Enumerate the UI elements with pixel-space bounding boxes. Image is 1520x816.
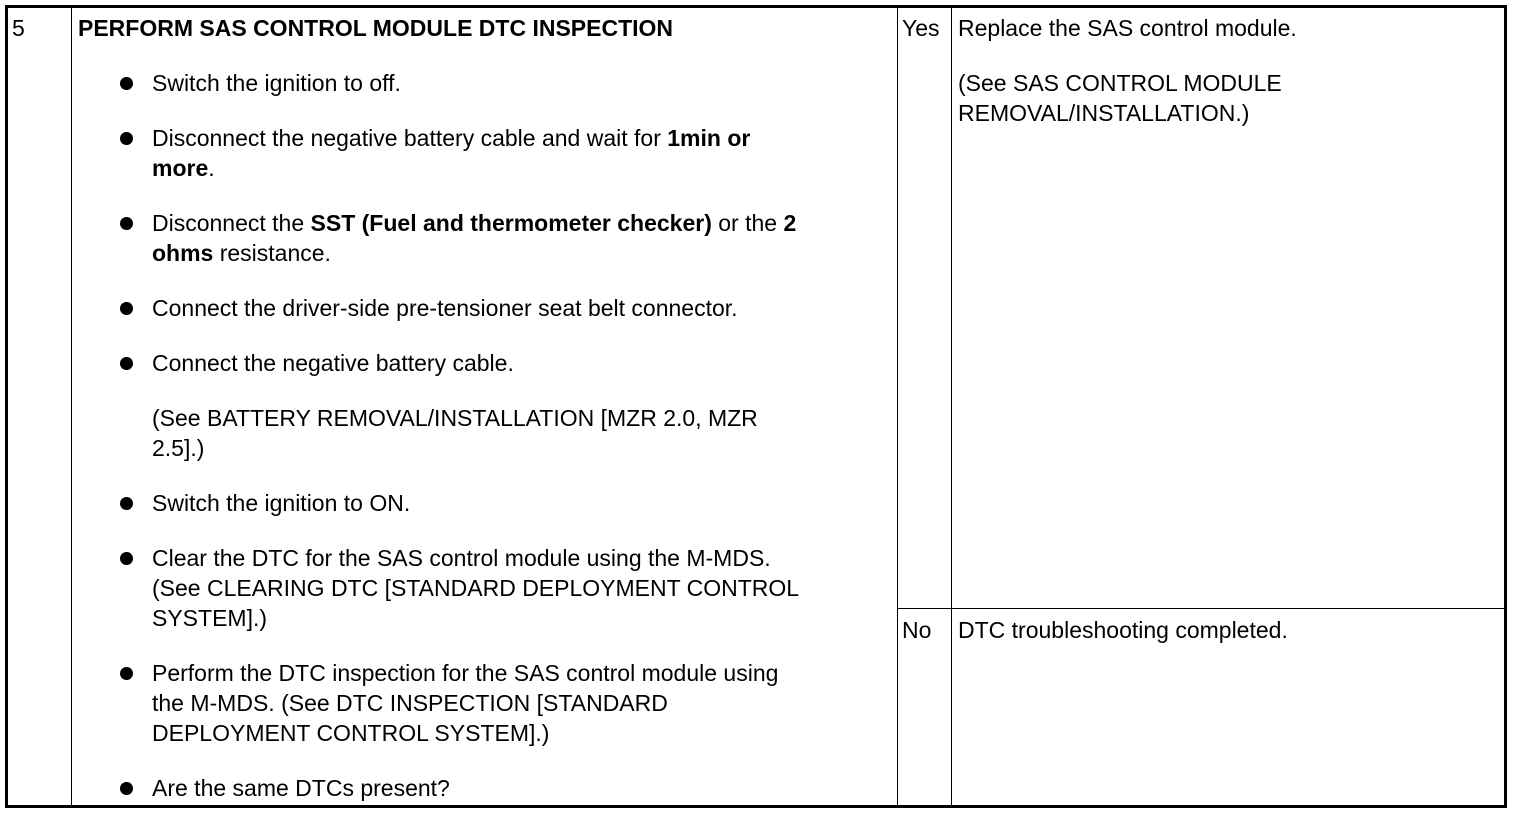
instruction-item: Connect the driver-side pre-tensioner seat belt connector. <box>152 295 738 321</box>
bullet-icon <box>120 132 133 145</box>
bullet-icon <box>120 217 133 230</box>
instruction-item-continued: DEPLOYMENT CONTROL SYSTEM].) <box>152 720 550 746</box>
instruction-item: Disconnect the negative battery cable and wait for 1min or <box>152 125 751 151</box>
step-title: PERFORM SAS CONTROL MODULE DTC INSPECTION <box>78 15 674 41</box>
bullet-icon <box>120 497 133 510</box>
no-label: No <box>902 617 932 643</box>
bullet-icon <box>120 357 133 370</box>
instruction-item-continued: ohms resistance. <box>152 240 331 266</box>
bullet-icon <box>120 782 133 795</box>
instruction-item-continued: (See CLEARING DTC [STANDARD DEPLOYMENT CONTROL <box>152 575 800 601</box>
instruction-item: Disconnect the SST (Fuel and thermometer checker) or the 2 <box>152 210 797 236</box>
bullet-icon <box>120 667 133 680</box>
instruction-item: Switch the ignition to ON. <box>152 490 411 516</box>
step-number: 5 <box>12 15 25 41</box>
instruction-item-continued: the M-MDS. (See DTC INSPECTION [STANDARD <box>152 690 668 716</box>
instruction-item-continued: more. <box>152 155 215 181</box>
yes-reference: (See SAS CONTROL MODULE <box>958 70 1282 96</box>
instruction-item: Perform the DTC inspection for the SAS control module using <box>152 660 779 686</box>
column-divider-question <box>897 8 898 805</box>
column-divider-answer <box>951 8 952 805</box>
instruction-item: Switch the ignition to off. <box>152 70 401 96</box>
yes-label: Yes <box>902 15 940 41</box>
reference-note-continued: 2.5].) <box>152 435 205 461</box>
instruction-item-continued: SYSTEM].) <box>152 605 268 631</box>
instruction-question: Are the same DTCs present? <box>152 775 450 801</box>
yes-action: Replace the SAS control module. <box>958 15 1297 41</box>
reference-note: (See BATTERY REMOVAL/INSTALLATION [MZR 2.0, MZR <box>152 405 758 431</box>
bullet-icon <box>120 302 133 315</box>
row-divider-yes-no <box>897 608 1504 609</box>
instruction-item: Connect the negative battery cable. <box>152 350 514 376</box>
yes-reference-continued: REMOVAL/INSTALLATION.) <box>958 100 1250 126</box>
bullet-icon <box>120 552 133 565</box>
column-divider-step <box>71 8 72 805</box>
instruction-item: Clear the DTC for the SAS control module using the M-MDS. <box>152 545 771 571</box>
no-action: DTC troubleshooting completed. <box>958 617 1288 643</box>
bullet-icon <box>120 77 133 90</box>
